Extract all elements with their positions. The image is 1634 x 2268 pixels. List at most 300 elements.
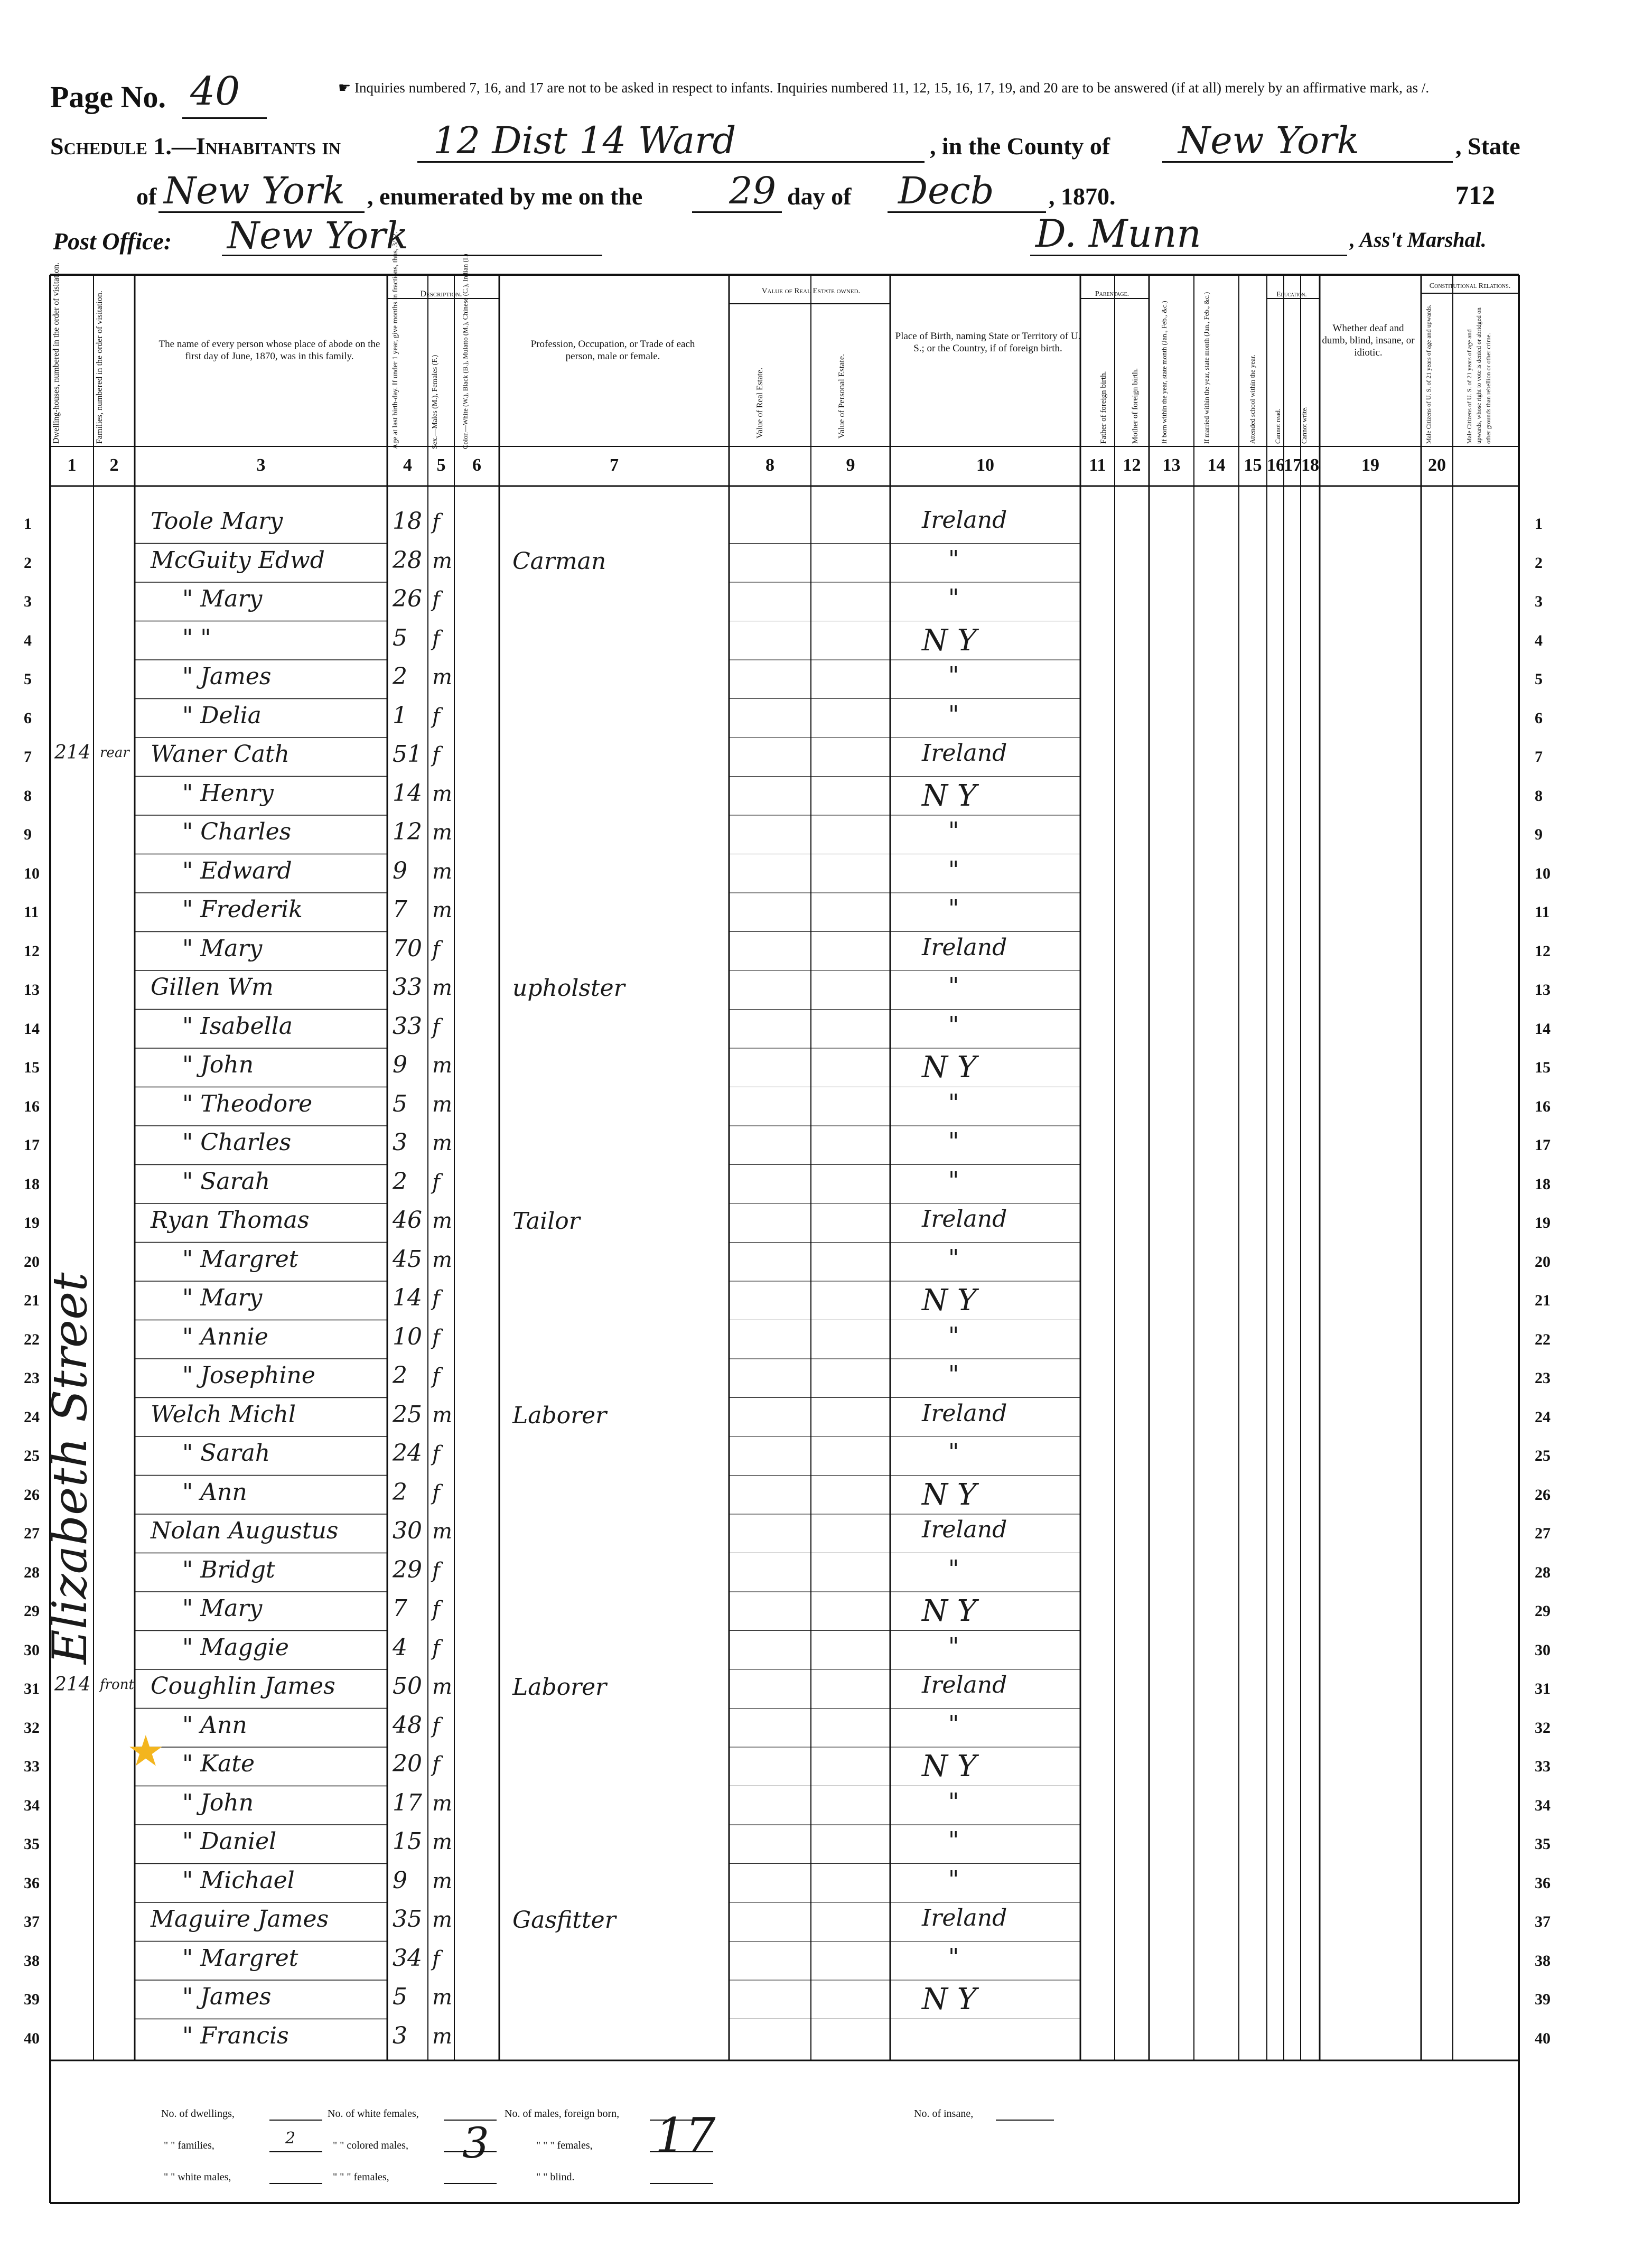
day-of-label: day of [787, 183, 852, 210]
sex-value: m [432, 1247, 452, 1272]
sex-value: m [432, 1403, 452, 1427]
row-number-left: 21 [24, 1292, 40, 1309]
col11-header: Father of foreign birth. [1099, 371, 1108, 444]
person-name: " Francis [182, 2022, 289, 2049]
age-value: 9 [393, 857, 407, 884]
occupation-value: Laborer [512, 1402, 607, 1429]
row-number-right: 16 [1535, 1097, 1551, 1115]
row-number-right: 13 [1535, 981, 1551, 998]
row-number-right: 33 [1535, 1758, 1551, 1775]
row-number-right: 4 [1535, 631, 1543, 649]
birthplace-value: N Y [922, 1050, 977, 1085]
age-value: 9 [393, 1866, 407, 1894]
column-number: 3 [256, 455, 266, 475]
birthplace-value: " [948, 1788, 959, 1815]
birthplace-value: Ireland [922, 934, 1007, 961]
row-number-right: 12 [1535, 942, 1551, 960]
row-number-right: 32 [1535, 1719, 1551, 1737]
person-name: Coughlin James [151, 1673, 335, 1700]
footer-females: " " " females, [536, 2140, 593, 2151]
column-number: 19 [1361, 455, 1379, 475]
person-name: McGuity Edwd [151, 546, 325, 574]
row-number-left: 12 [24, 942, 40, 960]
row-number-left: 40 [24, 2029, 40, 2047]
age-value: 70 [393, 935, 422, 962]
birthplace-value: " [948, 1439, 959, 1466]
footer-white-fem2-line [444, 2183, 497, 2184]
birthplace-value: " [948, 1555, 959, 1582]
person-name: " James [182, 1983, 272, 2010]
age-value: 1 [393, 702, 407, 729]
sex-value: m [432, 1131, 452, 1155]
sex-value: m [432, 1519, 452, 1544]
district-value: 12 Dist 14 Ward [433, 119, 736, 162]
row-number-right: 24 [1535, 1408, 1551, 1426]
occupation-value: Laborer [512, 1674, 607, 1701]
birthplace-value: N Y [922, 1594, 977, 1628]
sex-value: f [432, 1480, 440, 1505]
sex-value: m [432, 1791, 452, 1816]
birthplace-value: " [948, 1361, 959, 1388]
row-number-left: 15 [24, 1059, 40, 1076]
footer-insane: No. of insane, [914, 2108, 974, 2120]
row-number-left: 13 [24, 981, 40, 998]
age-value: 46 [393, 1207, 422, 1234]
person-name: " Bridgt [182, 1556, 275, 1583]
age-value: 14 [393, 1284, 422, 1311]
sex-value: f [432, 587, 440, 612]
age-value: 24 [393, 1440, 422, 1467]
row-number-left: 32 [24, 1719, 40, 1737]
age-value: 5 [393, 624, 407, 651]
enumerated-label: , enumerated by me on the [367, 183, 643, 210]
sex-value: m [432, 1092, 452, 1117]
birthplace-value: " [948, 1244, 959, 1272]
margin-note: Elizabeth Street [42, 1272, 98, 1664]
column-number: 8 [765, 455, 774, 475]
day-value: 29 [729, 169, 777, 212]
birthplace-value: " [948, 1827, 959, 1854]
birthplace-value: " [948, 817, 959, 844]
of-label: of [136, 183, 157, 210]
row-number-right: 28 [1535, 1563, 1551, 1581]
row-number-left: 5 [24, 670, 32, 688]
col3-header: The name of every person whose place of abode on the first day of June, 1870, was in this family. [158, 339, 380, 362]
footer-females-line [650, 2151, 713, 2152]
footer-white-males: " " white males, [164, 2171, 231, 2183]
sex-value: f [432, 1558, 440, 1583]
person-name: " Michael [182, 1866, 295, 1894]
column-number: 14 [1207, 455, 1226, 475]
footer-white-fem2: " " " females, [333, 2171, 389, 2183]
post-office-value: New York [227, 214, 408, 257]
column-number: 17 [1284, 455, 1302, 475]
row-number-right: 6 [1535, 709, 1543, 727]
person-name: " Mary [182, 585, 263, 612]
birthplace-value: N Y [922, 1982, 977, 2017]
birthplace-value: N Y [922, 1283, 977, 1318]
county-label: , in the County of [930, 133, 1110, 160]
birthplace-value: " [948, 584, 959, 611]
col5-header: Sex.—Males (M.), Females (F.) [431, 354, 439, 449]
month-value: Decb [898, 169, 994, 212]
sex-value: f [432, 1442, 440, 1466]
birthplace-value: " [948, 1710, 959, 1738]
row-number-left: 10 [24, 864, 40, 882]
sex-value: m [432, 781, 452, 806]
sex-value: m [432, 548, 452, 573]
row-number-right: 25 [1535, 1447, 1551, 1464]
family-number: rear [100, 745, 129, 761]
sex-value: f [432, 743, 440, 767]
footer-white-females: No. of white females, [328, 2108, 419, 2120]
person-name: " Margret [182, 1944, 298, 1972]
column-number: 11 [1089, 455, 1106, 475]
sex-value: f [432, 510, 440, 534]
page-label: Page No. [50, 80, 166, 114]
col15-header: Attended school within the year. [1248, 354, 1256, 444]
state-value: New York [164, 169, 345, 212]
person-name: " John [182, 1789, 254, 1816]
col4-header: Age at last birth-day. If under 1 year, give months in fractions, thus, 3/12. [391, 231, 399, 449]
row-number-left: 31 [24, 1680, 40, 1697]
column-number: 20 [1428, 455, 1446, 475]
row-number-right: 37 [1535, 1913, 1551, 1930]
age-value: 2 [393, 1478, 407, 1506]
age-value: 12 [393, 818, 422, 845]
sex-value: m [432, 1985, 452, 2010]
birthplace-value: " [948, 1011, 959, 1039]
footer-tally-families: 2 [285, 2129, 296, 2148]
row-number-left: 2 [24, 554, 32, 572]
sex-value: m [432, 665, 452, 689]
birthplace-value: N Y [922, 623, 977, 658]
age-value: 4 [393, 1634, 407, 1661]
row-number-left: 22 [24, 1330, 40, 1348]
person-name: " Ann [182, 1478, 247, 1506]
age-value: 17 [393, 1789, 422, 1816]
age-value: 48 [393, 1711, 422, 1739]
age-value: 51 [393, 741, 422, 768]
birthplace-value: N Y [922, 1749, 977, 1784]
col2-header: Families, numbered in the order of visitation. [95, 291, 104, 444]
sex-value: f [432, 1325, 440, 1350]
column-number: 5 [436, 455, 446, 475]
person-name: " Kate [182, 1750, 255, 1777]
birthplace-value: Ireland [922, 1905, 1007, 1931]
col1-header: Dwelling-houses, numbered in the order of visitation. [52, 262, 61, 444]
person-name: " Mary [182, 935, 263, 962]
col18-header: Whether deaf and dumb, blind, insane, or idiotic. [1322, 323, 1415, 358]
age-value: 33 [393, 974, 422, 1001]
birthplace-value: Ireland [922, 1672, 1007, 1698]
sex-value: f [432, 1946, 440, 1971]
person-name: " Henry [182, 779, 274, 807]
column-number: 16 [1267, 455, 1285, 475]
person-name: " Josephine [182, 1362, 315, 1389]
post-office-label: Post Office: [53, 228, 172, 255]
age-value: 9 [393, 1051, 407, 1078]
column-number: 4 [403, 455, 412, 475]
occupation-value: Carman [512, 547, 606, 575]
birthplace-value: " [948, 1632, 959, 1660]
person-name: " " [182, 624, 211, 651]
row-number-left: 19 [24, 1214, 40, 1231]
row-number-left: 16 [24, 1097, 40, 1115]
row-number-right: 11 [1535, 903, 1550, 921]
dwelling-number: 214 [54, 742, 91, 763]
marshal-signature: D. Munn [1035, 211, 1201, 256]
row-number-left: 37 [24, 1913, 40, 1930]
column-number: 12 [1123, 455, 1141, 475]
footer-dwellings-line [269, 2120, 322, 2121]
row-number-right: 8 [1535, 787, 1543, 805]
sex-value: m [432, 1209, 452, 1233]
row-number-left: 23 [24, 1369, 40, 1387]
column-number: 10 [976, 455, 994, 475]
row-number-right: 34 [1535, 1796, 1551, 1814]
footer-blind: " " blind. [536, 2171, 575, 2183]
state-label: , State [1455, 133, 1520, 160]
col17-header: Cannot write. [1300, 406, 1308, 444]
row-number-right: 38 [1535, 1952, 1551, 1970]
schedule-label: Schedule 1.—Inhabitants in [50, 133, 341, 160]
row-number-right: 29 [1535, 1602, 1551, 1620]
row-number-left: 34 [24, 1796, 40, 1814]
col13-header: If born within the year, state month (Jan., Feb., &c.) [1160, 301, 1168, 444]
age-value: 25 [393, 1401, 422, 1428]
occupation-value: upholster [512, 975, 625, 1002]
sex-value: m [432, 859, 452, 884]
birthplace-value: N Y [922, 1477, 977, 1512]
row-number-left: 30 [24, 1641, 40, 1659]
year-label: , 1870. [1049, 183, 1116, 210]
person-name: Maguire James [151, 1906, 329, 1933]
footer-colored-males: " " colored males, [333, 2140, 408, 2151]
sex-value: f [432, 1713, 440, 1738]
row-number-right: 27 [1535, 1525, 1551, 1542]
row-number-left: 6 [24, 709, 32, 727]
row-number-left: 9 [24, 826, 32, 843]
row-number-left: 29 [24, 1602, 40, 1620]
person-name: Ryan Thomas [151, 1207, 310, 1234]
sex-value: f [432, 1014, 440, 1039]
highlight-star-icon: ★ [127, 1726, 165, 1776]
row-number-left: 17 [24, 1136, 40, 1154]
birthplace-value: " [948, 1089, 959, 1116]
age-value: 5 [393, 1983, 407, 2010]
row-number-left: 11 [24, 903, 39, 921]
row-number-right: 5 [1535, 670, 1543, 688]
person-name: " Charles [182, 1129, 292, 1156]
sex-value: f [432, 1752, 440, 1777]
row-number-left: 25 [24, 1447, 40, 1464]
row-number-right: 21 [1535, 1292, 1551, 1309]
person-name: " Isabella [182, 1012, 293, 1040]
person-name: " Delia [182, 702, 262, 729]
sex-value: m [432, 976, 452, 1000]
birthplace-value: Ireland [922, 1516, 1007, 1543]
person-name: Nolan Augustus [151, 1517, 339, 1544]
row-number-right: 26 [1535, 1486, 1551, 1504]
sex-value: m [432, 1869, 452, 1893]
age-value: 28 [393, 546, 422, 574]
age-value: 34 [393, 1944, 422, 1972]
row-number-left: 1 [24, 515, 32, 533]
row-number-left: 38 [24, 1952, 40, 1970]
column-number: 9 [846, 455, 855, 475]
column-number: 6 [472, 455, 481, 475]
sex-value: f [432, 704, 440, 729]
col6-header: Color.—White (W.), Black (B.), Mulatto (M.), Chinese (C.), Indian (I.) [461, 254, 469, 449]
col8-header: Value of Real Estate. [755, 367, 764, 438]
row-number-left: 28 [24, 1563, 40, 1581]
person-name: Gillen Wm [151, 974, 274, 1001]
birthplace-value: " [948, 973, 959, 1000]
row-number-right: 20 [1535, 1253, 1551, 1271]
age-value: 18 [393, 508, 422, 535]
row-number-right: 1 [1535, 515, 1543, 533]
age-value: 30 [393, 1517, 422, 1544]
birthplace-value: Ireland [922, 507, 1007, 534]
footer-families-line [269, 2151, 322, 2152]
row-number-right: 17 [1535, 1136, 1551, 1154]
birthplace-value: " [948, 1128, 959, 1155]
column-number: 2 [109, 455, 119, 475]
person-name: " Theodore [182, 1090, 313, 1117]
row-number-left: 35 [24, 1835, 40, 1853]
col20-header: Male Citizens of U. S. of 21 years of age and upwards, whose right to vote is denied or abridged on other grounds than rebellion or other crime. [1465, 307, 1492, 444]
person-name: " Ann [182, 1711, 247, 1739]
person-name: Toole Mary [151, 508, 283, 535]
footer-blind-line [650, 2183, 713, 2184]
person-name: " Annie [182, 1323, 268, 1350]
row-number-right: 22 [1535, 1330, 1551, 1348]
parentage-header: Parentage. [1095, 290, 1129, 298]
age-value: 14 [393, 779, 422, 807]
person-name: " Mary [182, 1284, 263, 1311]
person-name: " Sarah [182, 1168, 270, 1195]
birthplace-value: " [948, 1166, 959, 1194]
col14-header: If married within the year, state month (Jan., Feb., &c.) [1202, 292, 1210, 444]
birthplace-value: " [948, 545, 959, 573]
footer-males-foreign: No. of males, foreign born, [505, 2108, 620, 2120]
age-value: 33 [393, 1012, 422, 1040]
row-number-right: 14 [1535, 1020, 1551, 1038]
column-number: 7 [610, 455, 619, 475]
footer-insane-line [996, 2120, 1054, 2121]
age-value: 2 [393, 663, 407, 690]
row-number-left: 27 [24, 1525, 40, 1542]
age-value: 35 [393, 1906, 422, 1933]
birthplace-value: " [948, 856, 959, 883]
birthplace-value: " [948, 895, 959, 922]
sex-value: m [432, 1675, 452, 1699]
sex-value: f [432, 1636, 440, 1660]
row-number-right: 31 [1535, 1680, 1551, 1697]
row-number-right: 10 [1535, 864, 1551, 882]
age-value: 26 [393, 585, 422, 612]
person-name: " Sarah [182, 1440, 270, 1467]
col7-header: Profession, Occupation, or Trade of each person, male or female. [530, 339, 695, 362]
birthplace-value: " [948, 662, 959, 689]
row-number-right: 35 [1535, 1835, 1551, 1853]
footer-white-males-line [269, 2183, 322, 2184]
person-name: " Frederik [182, 896, 303, 923]
person-name: " Charles [182, 818, 292, 845]
sex-value: m [432, 1908, 452, 1932]
sex-value: m [432, 820, 452, 845]
birthplace-value: " [948, 1865, 959, 1893]
birthplace-value: Ireland [922, 1206, 1007, 1233]
sex-value: f [432, 1286, 440, 1311]
birthplace-value: N Y [922, 778, 977, 813]
sex-value: m [432, 898, 452, 922]
person-name: " Margret [182, 1245, 298, 1273]
dwelling-number: 214 [54, 1674, 91, 1695]
marshal-label: , Ass't Marshal. [1350, 228, 1487, 251]
row-number-right: 18 [1535, 1175, 1551, 1193]
row-number-left: 8 [24, 787, 32, 805]
constitutional-header: Constitutional Relations. [1429, 282, 1511, 290]
col12-header: Mother of foreign birth. [1131, 368, 1140, 444]
age-value: 2 [393, 1168, 407, 1195]
row-number-right: 36 [1535, 1874, 1551, 1892]
sex-value: m [432, 1053, 452, 1078]
row-number-right: 7 [1535, 748, 1543, 766]
column-number: 1 [67, 455, 77, 475]
column-number: 15 [1244, 455, 1262, 475]
row-number-left: 20 [24, 1253, 40, 1271]
age-value: 3 [393, 2022, 407, 2049]
row-number-left: 24 [24, 1408, 40, 1426]
col9-header: Value of Personal Estate. [837, 354, 846, 438]
age-value: 45 [393, 1245, 422, 1273]
real-estate-header: Value of Real Estate owned. [761, 287, 861, 295]
person-name: " Daniel [182, 1828, 277, 1855]
occupation-value: Tailor [512, 1208, 580, 1235]
footer-dwellings: No. of dwellings, [161, 2108, 235, 2120]
sheet-number: 712 [1455, 180, 1495, 210]
age-value: 20 [393, 1750, 422, 1777]
col16-header: Cannot read. [1274, 408, 1282, 444]
birthplace-value: Ireland [922, 740, 1007, 767]
person-name: Waner Cath [151, 741, 290, 768]
row-number-left: 7 [24, 748, 32, 766]
age-value: 7 [393, 896, 407, 923]
sex-value: m [432, 2024, 452, 2049]
row-number-right: 2 [1535, 554, 1543, 572]
footer-families: " " families, [164, 2140, 214, 2151]
birthplace-value: Ireland [922, 1399, 1007, 1427]
occupation-value: Gasfitter [512, 1907, 616, 1934]
sex-value: f [432, 1597, 440, 1621]
row-number-right: 19 [1535, 1214, 1551, 1231]
instructions-text: ☛ Inquiries numbered 7, 16, and 17 are not to be asked in respect to infants. Inquiries numbered 11, 12, 15, 16, 17, 19, and 20 are to be answered (if at all) merely by an affirmative mark, as /. [338, 80, 1430, 96]
age-value: 50 [393, 1673, 422, 1700]
row-number-right: 23 [1535, 1369, 1551, 1387]
person-name: " John [182, 1051, 254, 1078]
person-name: " Maggie [182, 1634, 289, 1661]
birthplace-value: " [948, 701, 959, 728]
person-name: " Mary [182, 1595, 263, 1622]
row-number-left: 3 [24, 593, 32, 610]
row-number-left: 39 [24, 1991, 40, 2008]
footer-tally-colored-males: 3 [462, 2118, 489, 2168]
birthplace-value: " [948, 1322, 959, 1349]
column-number: 13 [1162, 455, 1181, 475]
page-number: 40 [190, 69, 240, 114]
